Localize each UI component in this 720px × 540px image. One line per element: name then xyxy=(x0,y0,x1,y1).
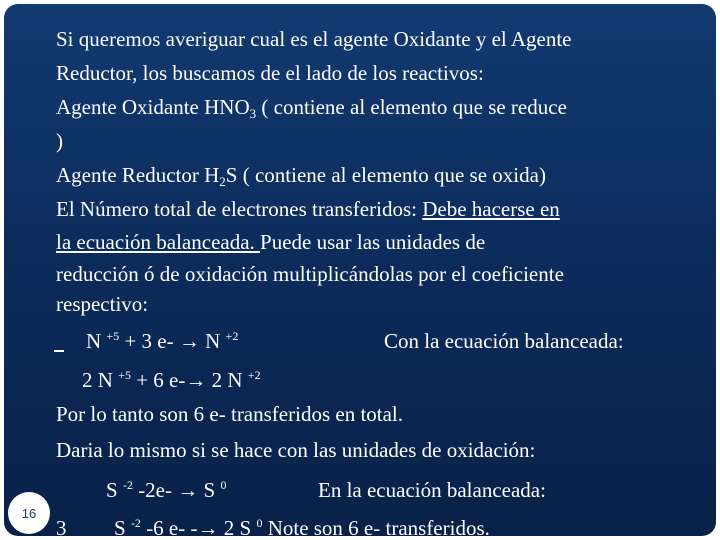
text-line-12: Por lo tanto son 6 e- transferidos en total. xyxy=(56,402,404,426)
equation-line-2: 2 N $^{+5}$ + 6 e-→ 2 N $^{+2}$ xyxy=(82,368,261,392)
text-line-9: respectivo: xyxy=(56,292,149,316)
text-line-3: Agente Oxidante $HNO_3$ ( contiene al elemento que se reduce xyxy=(56,95,567,121)
text-line-1: Si queremos averiguar cual es el agente Oxidante y el Agente xyxy=(56,27,572,51)
text-line-5: Agente Reductor $H_2S$ ( contiene al elemento que se oxida) xyxy=(56,163,546,189)
text-line-4: ) xyxy=(56,129,63,153)
equation-line-1-note: Con la ecuación balanceada: xyxy=(384,329,624,353)
equation-line-3: S $^{-2}$ -2e- → S $^0$ xyxy=(106,478,227,502)
arrow-icon: → xyxy=(177,478,199,502)
text-line-6: El Número total de electrones transferidos: Debe hacerse en xyxy=(56,197,560,221)
text-line-13: Daria lo mismo si se hace con las unidades de oxidación: xyxy=(56,438,536,462)
text-line-8: reducción ó de oxidación multiplicándolas por el coeficiente xyxy=(56,262,564,286)
dash-mark xyxy=(54,350,64,352)
page-number: 16 xyxy=(8,492,50,534)
slide xyxy=(4,4,716,536)
equation-line-4: S $^{-2}$ -6 e- -→ 2 S $^0$ Note son 6 e- transferidos. xyxy=(114,516,490,536)
equation-line-4-coefficient: 3 xyxy=(56,516,67,536)
arrow-icon: → xyxy=(197,516,219,536)
text-line-7: la ecuación balanceada. Puede usar las unidades de xyxy=(56,230,486,254)
equation-line-1: N $^{+5}$ + 3 e- → N $^{+2}$ xyxy=(86,329,239,353)
arrow-icon: → xyxy=(185,368,207,392)
equation-line-3-note: En la ecuación balanceada: xyxy=(318,478,546,502)
text-line-2: Reductor, los buscamos de el lado de los reactivos: xyxy=(56,61,484,85)
arrow-icon: → xyxy=(178,329,200,353)
